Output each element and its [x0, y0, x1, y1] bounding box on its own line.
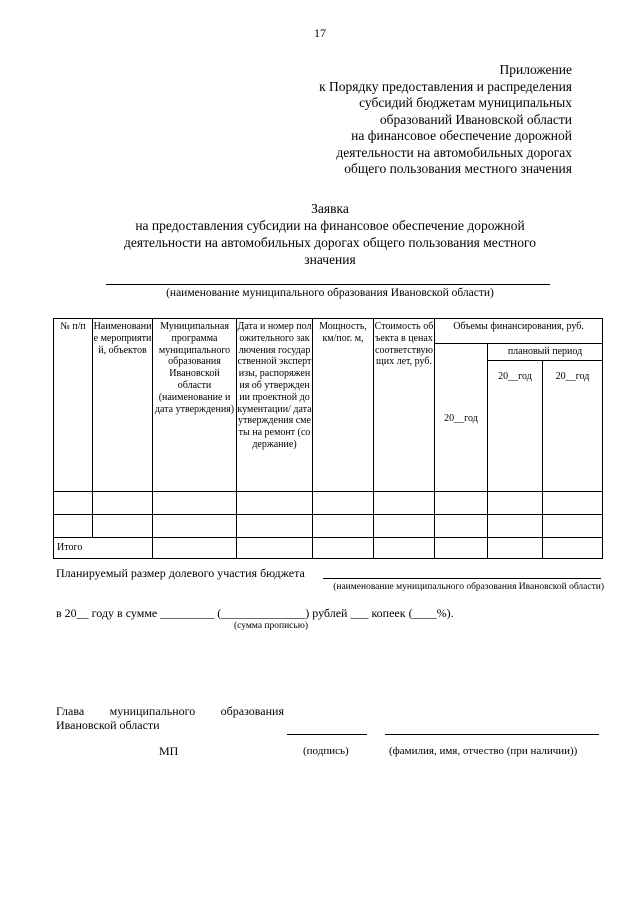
table-cell[interactable]: [153, 515, 237, 538]
plan-share-line[interactable]: [323, 578, 601, 579]
sum-caption: (сумма прописью): [234, 621, 308, 631]
sum-text: в 20__ году в сумме _________ (______________) рублей ___ копеек (____%).: [56, 606, 454, 620]
table-cell[interactable]: [313, 538, 374, 559]
table-cell[interactable]: [153, 492, 237, 515]
head-word: Глава: [56, 704, 85, 718]
head-title: [56, 704, 284, 719]
table-cell[interactable]: [488, 515, 543, 538]
head-title-region: Ивановской области: [56, 718, 160, 732]
table-cell[interactable]: [374, 492, 435, 515]
table-cell[interactable]: [435, 515, 488, 538]
table-cell[interactable]: [153, 538, 237, 559]
appendix-header: [232, 62, 572, 178]
appendix-line: Приложение: [499, 62, 572, 77]
stamp-place: МП: [159, 744, 179, 758]
table-cell[interactable]: [543, 515, 603, 538]
table-cell[interactable]: [374, 515, 435, 538]
plan-share-caption: (наименование муниципального образования Ивановской области): [333, 582, 604, 592]
total-row: [54, 538, 603, 559]
header-num: № п/п: [54, 319, 93, 492]
table-cell[interactable]: [435, 538, 488, 559]
signature-caption: (подпись): [303, 745, 349, 757]
plan-share-text: Планируемый размер долевого участия бюджета: [56, 566, 305, 580]
header-power: Мощность, км/пог. м,: [313, 319, 374, 492]
title-line: значения: [304, 252, 356, 267]
table-cell[interactable]: [93, 492, 153, 515]
table-cell[interactable]: [54, 492, 93, 515]
appendix-line: к Порядку предоставления и распределения: [319, 78, 572, 94]
appendix-line: образований Ивановской области: [379, 111, 572, 127]
table-cell[interactable]: [435, 492, 488, 515]
header-program: Муниципальная программа муниципального образования Ивановской области (наименование и дата утверждения): [153, 319, 237, 492]
signature-line[interactable]: [287, 734, 367, 735]
appendix-line: общего пользования местного значения: [344, 161, 572, 176]
table-cell[interactable]: [543, 492, 603, 515]
table-cell[interactable]: [543, 538, 603, 559]
header-expertise-date: Дата и номер положительного заключения государственной экспертизы, распоряжения об утверждении проектной документации/ дата утверждения сметы на ремонт (содержание): [237, 319, 313, 492]
table-cell[interactable]: [93, 515, 153, 538]
head-word: образования: [220, 704, 284, 718]
table-cell[interactable]: [488, 492, 543, 515]
page-number: 17: [314, 26, 326, 40]
mo-name-line: [106, 284, 550, 285]
table-cell[interactable]: [313, 515, 374, 538]
head-word: муниципального: [109, 704, 196, 718]
title-line: деятельности на автомобильных дорогах общего пользования местного: [124, 235, 536, 250]
header-plan-period: плановый период: [488, 344, 603, 361]
document-title: [80, 200, 580, 268]
table-cell[interactable]: [237, 515, 313, 538]
appendix-line: субсидий бюджетам муниципальных: [359, 95, 572, 110]
request-table: [53, 318, 603, 559]
header-year-plan1: 20__год: [488, 361, 543, 492]
table-cell[interactable]: [313, 492, 374, 515]
fio-line[interactable]: [385, 734, 599, 735]
header-name: Наименование мероприятий, объектов: [93, 319, 153, 492]
header-year-plan2: 20__год: [543, 361, 603, 492]
total-label: Итого: [54, 538, 153, 559]
table-row: [54, 515, 603, 538]
header-year-current: 20__год: [435, 344, 488, 492]
title-line: на предоставления субсидии на финансовое обеспечение дорожной: [135, 218, 525, 233]
appendix-line: на финансовое обеспечение дорожной: [351, 128, 572, 143]
table-row: [54, 492, 603, 515]
header-cost: Стоимость объекта в ценах соответствующих лет, руб.: [374, 319, 435, 492]
table-cell[interactable]: [237, 538, 313, 559]
table-cell[interactable]: [374, 538, 435, 559]
table-cell[interactable]: [488, 538, 543, 559]
table-cell[interactable]: [54, 515, 93, 538]
appendix-line: деятельности на автомобильных дорогах: [336, 144, 572, 160]
mo-name-caption: (наименование муниципального образования Ивановской области): [166, 287, 494, 299]
header-volumes: Объемы финансирования, руб.: [435, 319, 603, 344]
fio-caption: (фамилия, имя, отчество (при наличии)): [389, 745, 578, 757]
table-cell[interactable]: [237, 492, 313, 515]
title-heading: Заявка: [311, 201, 349, 216]
